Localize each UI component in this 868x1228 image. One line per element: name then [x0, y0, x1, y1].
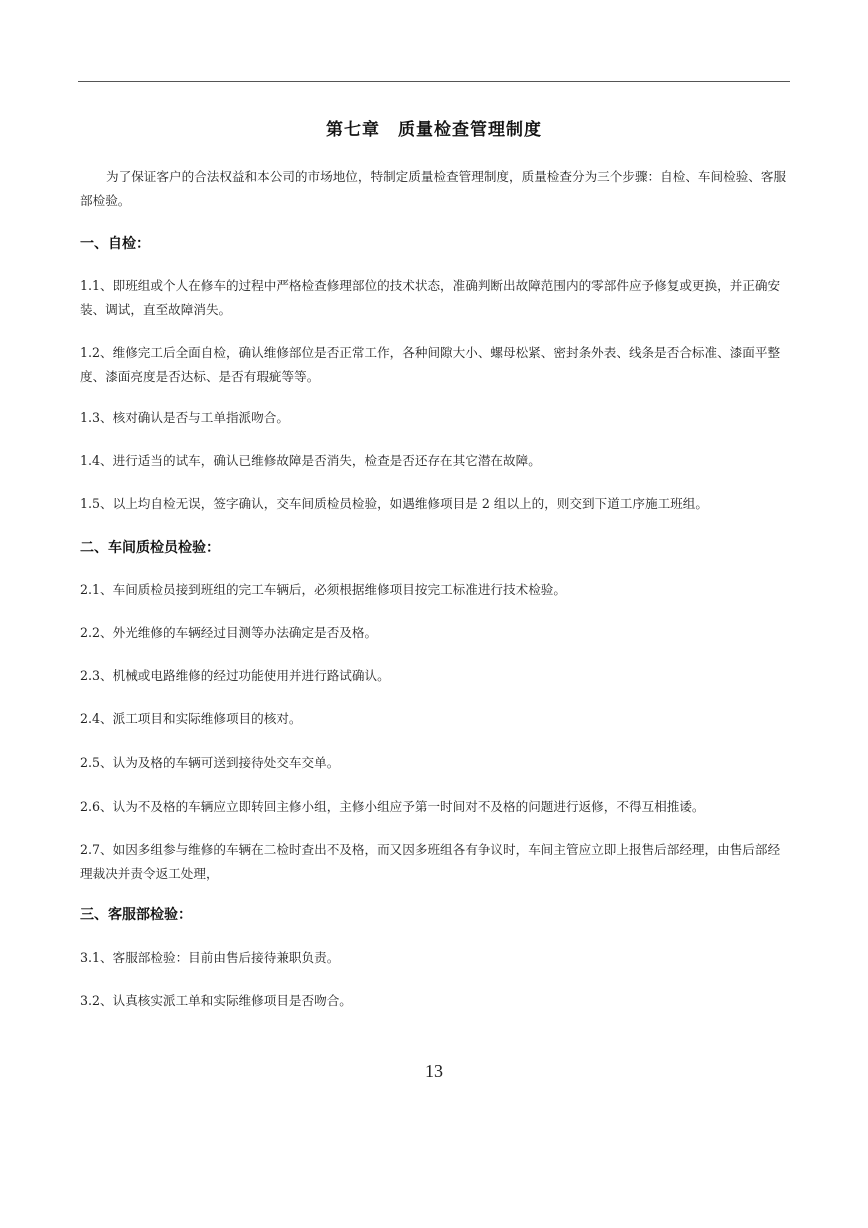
list-item-2-5: 2.5、认为及格的车辆可送到接待处交车交单。 — [80, 755, 340, 770]
intro-paragraph: 为了保证客户的合法权益和本公司的市场地位，特制定质量检查管理制度，质量检查分为三个步骤：自检、车间检验、客服部检验。 — [80, 169, 787, 208]
list-item-2-7: 2.7、如因多组参与维修的车辆在二检时查出不及格，而又因多班组各有争议时，车间主管应立即上报售后部经理，由售后部经理裁决并责令返工处理， — [80, 842, 781, 881]
list-item-2-2: 2.2、外光维修的车辆经过目测等办法确定是否及格。 — [80, 625, 378, 640]
chapter-title: 第七章 质量检查管理制度 — [326, 120, 542, 140]
list-item-1-5: 1.5、以上均自检无误，签字确认，交车间质检员检验，如遇维修项目是 2 组以上的，则交到下道工序施工班组。 — [80, 496, 708, 511]
page-number: 13 — [425, 1061, 443, 1081]
section-heading-workshop-inspection: 二、车间质检员检验： — [80, 540, 220, 556]
list-item-1-2: 1.2、维修完工后全面自检，确认维修部位是否正常工作，各种间隙大小、螺母松紧、密封条外表、线条是否合标准、漆面平整度、漆面亮度是否达标、是否有瑕疵等等。 — [80, 345, 781, 384]
list-item-2-6: 2.6、认为不及格的车辆应立即转回主修小组，主修小组应予第一时间对不及格的问题进行返修，不得互相推诿。 — [80, 799, 705, 814]
section-heading-self-check: 一、自检： — [80, 236, 150, 252]
list-item-2-4: 2.4、派工项目和实际维修项目的核对。 — [80, 711, 302, 726]
list-item-2-1: 2.1、车间质检员接到班组的完工车辆后，必须根据维修项目按完工标准进行技术检验。 — [80, 582, 566, 597]
list-item-1-1: 1.1、即班组或个人在修车的过程中严格检查修理部位的技术状态，准确判断出故障范围内的零部件应予修复或更换，并正确安装、调试，直至故障消失。 — [80, 278, 781, 317]
list-item-2-3: 2.3、机械或电路维修的经过功能使用并进行路试确认。 — [80, 668, 390, 683]
list-item-1-4: 1.4、进行适当的试车，确认已维修故障是否消失，检查是否还存在其它潜在故障。 — [80, 453, 541, 468]
header-rule — [78, 81, 790, 82]
section-heading-customer-service-inspection: 三、客服部检验： — [80, 907, 192, 923]
list-item-3-1: 3.1、客服部检验：目前由售后接待兼职负责。 — [80, 950, 340, 965]
list-item-3-2: 3.2、认真核实派工单和实际维修项目是否吻合。 — [80, 993, 352, 1008]
list-item-1-3: 1.3、核对确认是否与工单指派吻合。 — [80, 410, 289, 425]
